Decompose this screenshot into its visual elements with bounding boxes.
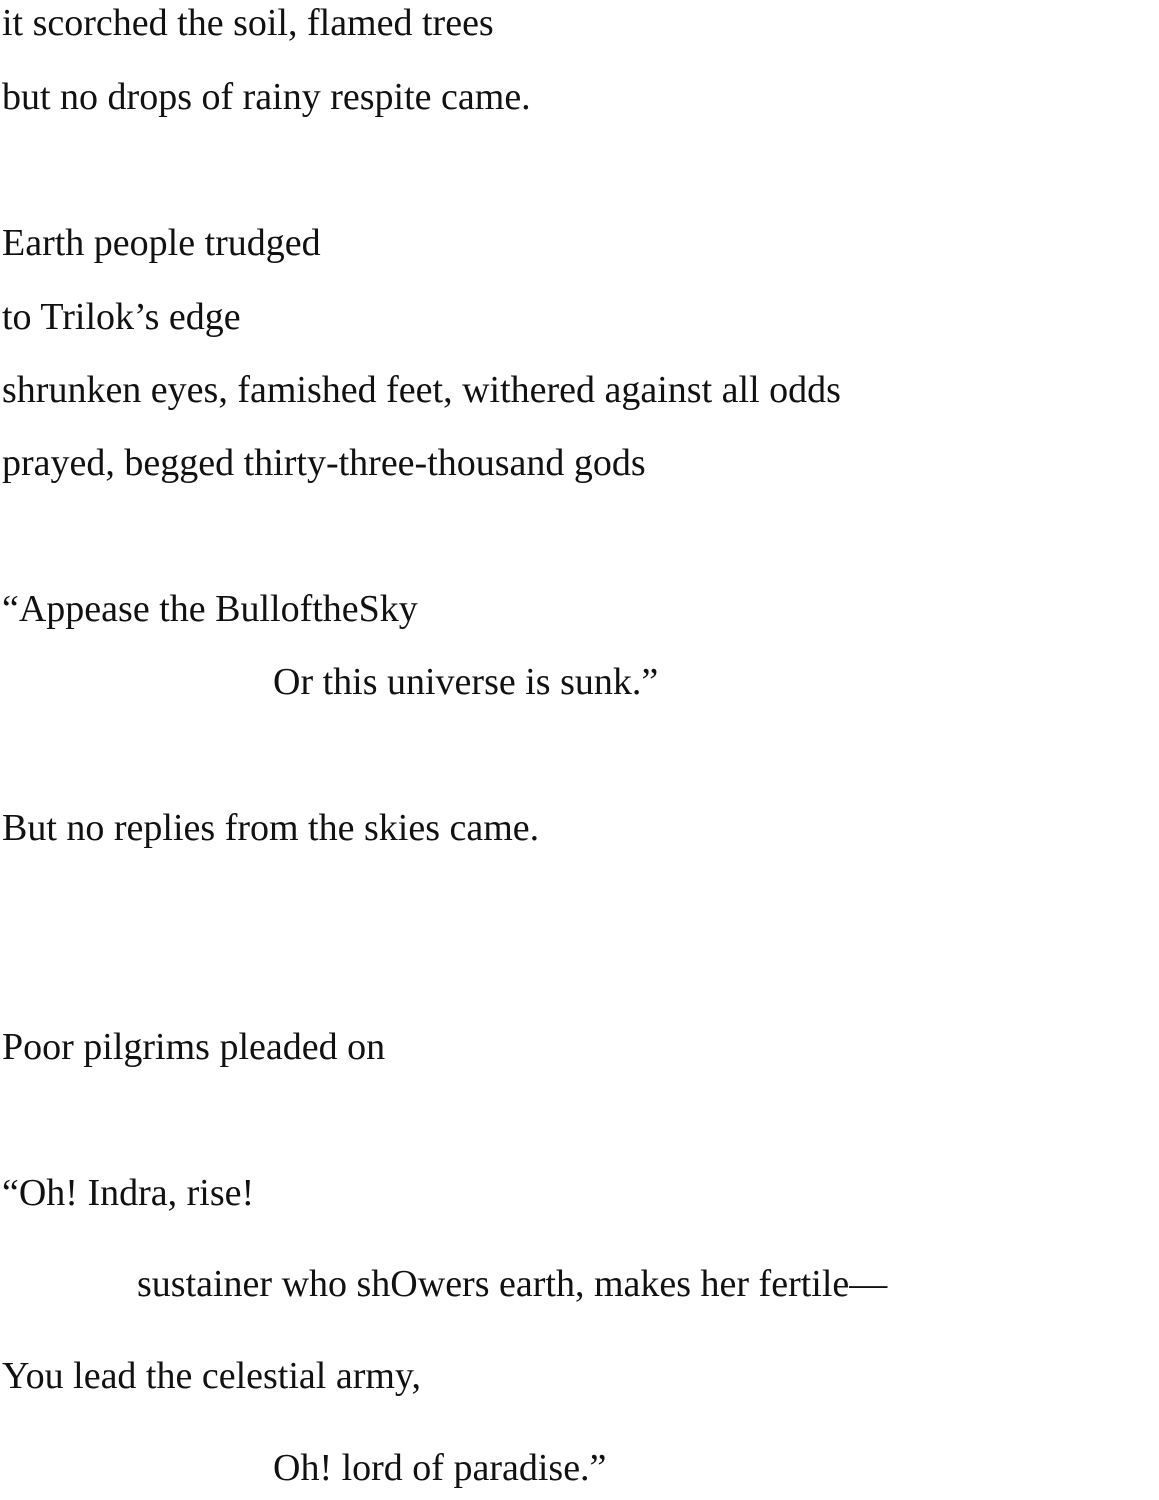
poem-line: You lead the celestial army,	[2, 1355, 421, 1397]
poem-line: Oh! lord of paradise.”	[273, 1447, 607, 1489]
poem-line: but no drops of rainy respite came.	[2, 76, 531, 118]
poem-line: to Trilok’s edge	[2, 296, 241, 338]
poem-line: prayed, begged thirty-three-thousand gods	[2, 442, 646, 484]
poem-line: Poor pilgrims pleaded on	[2, 1026, 386, 1068]
poem-line: But no replies from the skies came.	[2, 807, 540, 849]
poem-line: “Oh! Indra, rise!	[2, 1172, 255, 1214]
poem-line: sustainer who shOwers earth, makes her fertile—	[137, 1263, 888, 1305]
poem-line: Or this universe is sunk.”	[273, 661, 659, 703]
poem-line: “Appease the BulloftheSky	[2, 588, 418, 630]
poem-line: it scorched the soil, flamed trees	[2, 2, 494, 44]
poem-line: shrunken eyes, famished feet, withered against all odds	[2, 369, 841, 411]
poem-line: Earth people trudged	[2, 222, 321, 264]
